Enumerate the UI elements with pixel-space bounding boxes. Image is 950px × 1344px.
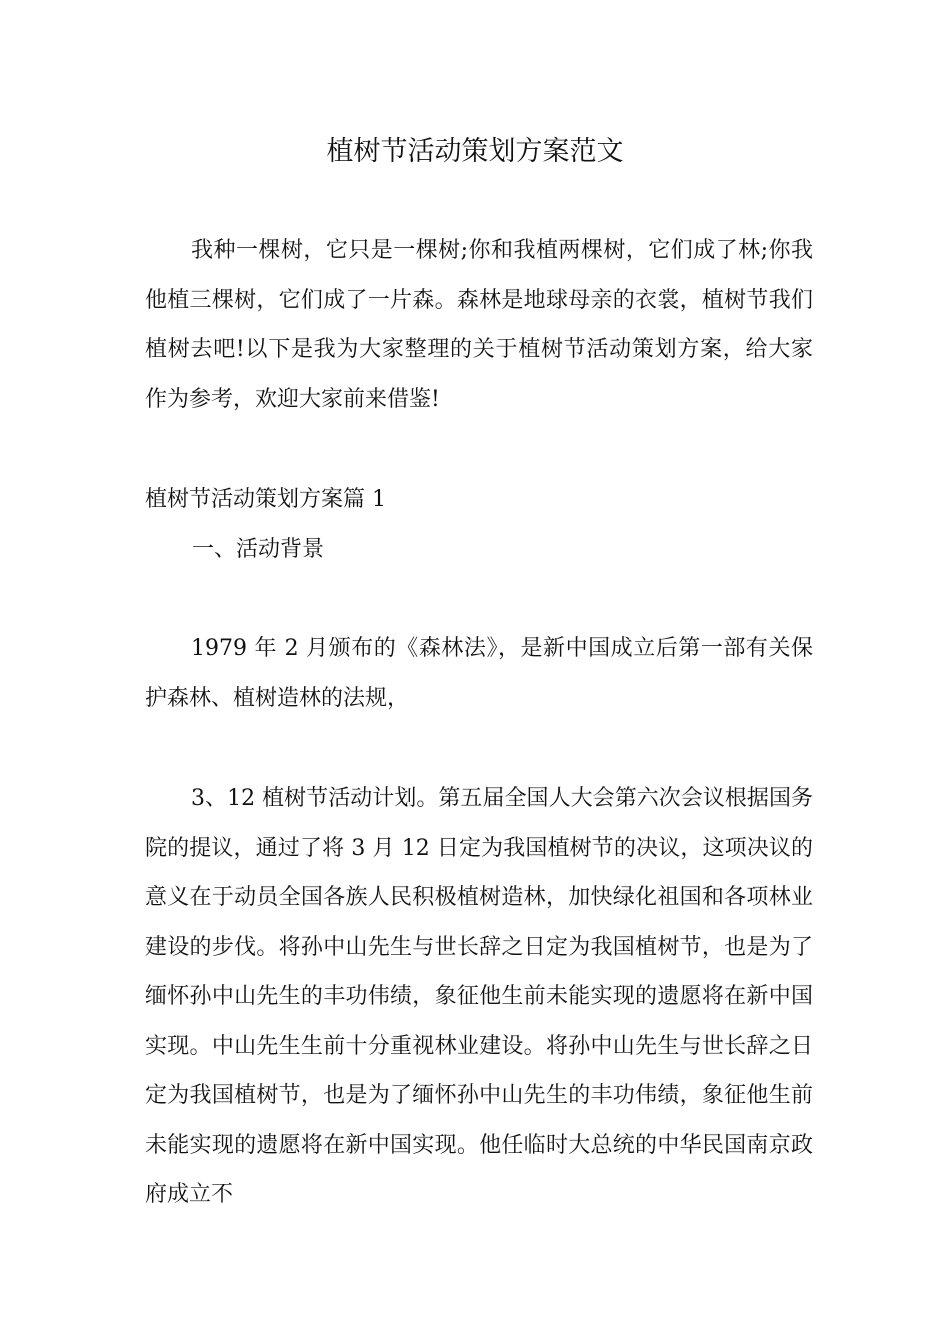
subheading-background: 一、活动背景 (192, 537, 325, 562)
body-paragraph-2: 3、12 植树节活动计划。第五届全国人大会第六次会议根据国务院的提议，通过了将 3 月 12 日定为我国植树节的决议，这项决议的意义在于动员全国各族人民积极植树造林，加快绿化祖国和各项林业建设的步伐。将孙中山先生与世长辞之日定为我国植树节，也是为了缅怀孙中山先生的丰功伟绩，象征他生前未能实现的遗愿将在新中国实现。中山先生生前十分重视林业建设。将孙中山先生与世长辞之日定为我国植树节，也是为了缅怀孙中山先生的丰功伟绩，象征他生前未能实现的遗愿将在新中国实现。他任临时大总统的中华民国南京政府成立不 (145, 786, 813, 1207)
document-title: 植树节活动策划方案范文 (326, 136, 624, 167)
section-heading: 植树节活动策划方案篇 1 (145, 487, 386, 512)
body-paragraph-1: 1979 年 2 月颁布的《森林法》，是新中国成立后第一部有关保护森林、植树造林的法规， (145, 636, 813, 711)
intro-paragraph: 我种一棵树，它只是一棵树;你和我植两棵树，它们成了林;你我他植三棵树，它们成了一片森。森林是地球母亲的衣裳，植树节我们植树去吧!以下是我为大家整理的关于植树节活动策划方案，给大家作为参考，欢迎大家前来借鉴! (145, 238, 813, 412)
